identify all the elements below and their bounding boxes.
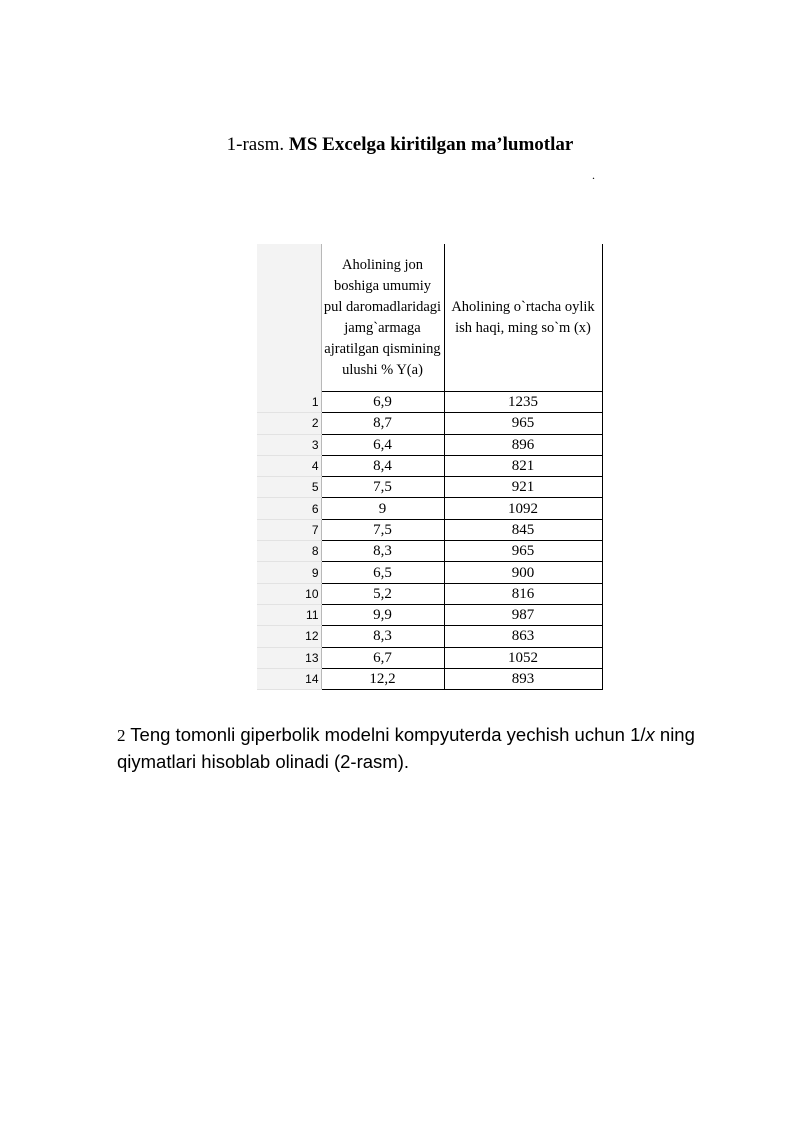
excel-table-image [257,244,602,696]
cell-y-value: 5,2 [321,583,444,604]
row-number: 10 [257,583,321,604]
cell-y-value: 9,9 [321,604,444,625]
cell-x-value: 921 [444,477,602,498]
cell-y-value: 12,2 [321,668,444,689]
paragraph-number: 2 [117,726,126,745]
table-row [257,498,602,519]
cell-x-value: 1052 [444,647,602,668]
cell-y-value: 8,4 [321,455,444,476]
figure-caption [0,134,800,156]
table-row [257,519,602,540]
row-header-corner [257,244,321,392]
cell-x-value: 965 [444,413,602,434]
cell-y-value: 9 [321,498,444,519]
table-row [257,541,602,562]
row-number: 12 [257,626,321,647]
table-row [257,668,602,689]
table-row [257,434,602,455]
table-row [257,392,602,413]
cell-y-value: 8,7 [321,413,444,434]
cell-x-value: 1235 [444,392,602,413]
cell-y-value: 6,4 [321,434,444,455]
cell-y-value: 8,3 [321,541,444,562]
paragraph-text-before: Teng tomonli giperbolik modelni kompyuterda yechish uchun 1/ [125,724,646,745]
table-row [257,455,602,476]
paragraph-text-after: ning qiymatlari hisoblab olinadi (2-rasm). [117,724,695,772]
data-table [257,244,603,690]
cell-y-value: 8,3 [321,626,444,647]
table-row [257,413,602,434]
row-number: 3 [257,434,321,455]
row-number: 7 [257,519,321,540]
row-number: 6 [257,498,321,519]
row-number: 2 [257,413,321,434]
body-paragraph [117,722,757,775]
row-number: 9 [257,562,321,583]
cell-x-value: 896 [444,434,602,455]
table-header-row [257,244,602,392]
column-header-x: Aholining o`rtacha oylik ish haqi, ming so`m (x) [444,244,602,392]
stray-dot: . [592,168,595,182]
cell-x-value: 845 [444,519,602,540]
table-row [257,477,602,498]
caption-prefix: 1-rasm. [226,134,285,155]
table-row [257,583,602,604]
cell-y-value: 7,5 [321,519,444,540]
row-number: 1 [257,392,321,413]
row-number: 4 [257,455,321,476]
cell-x-value: 821 [444,455,602,476]
cell-y-value: 6,9 [321,392,444,413]
caption-title: MS Excelga kiritilgan ma’lumotlar [288,134,574,155]
cell-x-value: 863 [444,626,602,647]
cell-x-value: 965 [444,541,602,562]
paragraph-variable: x [645,724,655,745]
cell-x-value: 900 [444,562,602,583]
column-header-y: Aholining jon boshiga umumiy pul daromadlaridagi jamg`armaga ajratilgan qismining ulushi % Y(a) [321,244,444,392]
cell-x-value: 816 [444,583,602,604]
row-number: 11 [257,604,321,625]
cell-x-value: 893 [444,668,602,689]
row-number: 13 [257,647,321,668]
cell-y-value: 6,7 [321,647,444,668]
cell-y-value: 6,5 [321,562,444,583]
row-number: 8 [257,541,321,562]
table-row [257,562,602,583]
row-number: 14 [257,668,321,689]
row-number: 5 [257,477,321,498]
table-row [257,626,602,647]
cell-x-value: 1092 [444,498,602,519]
table-row [257,647,602,668]
table-row [257,604,602,625]
cell-x-value: 987 [444,604,602,625]
cell-y-value: 7,5 [321,477,444,498]
